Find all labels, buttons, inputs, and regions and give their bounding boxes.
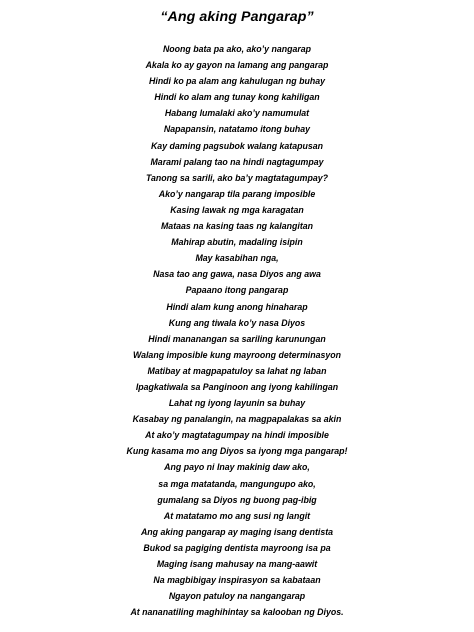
poem-line: Kasabay ng panalangin, na magpapalakas sa akin <box>132 414 342 425</box>
poem-line: Ang aking pangarap ay maging isang dentista <box>140 526 334 537</box>
poem-line: Habang lumalaki ako’y namumulat <box>164 108 310 119</box>
poem-line: Kay daming pagsubok walang katapusan <box>150 140 324 151</box>
poem-line: Hindi ko pa alam ang kahulugan ng buhay <box>149 76 325 87</box>
poem-line: Matibay at magpapatuloy sa lahat ng laban <box>147 365 327 376</box>
poem-line: Kung kasama mo ang Diyos sa iyong mga pangarap! <box>126 446 348 457</box>
poem-line: Napapansin, natatamo itong buhay <box>163 124 311 135</box>
poem-line: Hindi alam kung anong hinaharap <box>166 301 308 312</box>
poem-line: sa mga matatanda, mangungupo ako, <box>158 478 316 489</box>
poem-line: Kung ang tiwala ko’y nasa Diyos <box>168 317 306 328</box>
poem-line: Ako’y nangarap tila parang imposible <box>158 188 316 199</box>
poem-line: Noong bata pa ako, ako’y nangarap <box>162 44 312 54</box>
poem-line: Na magbibigay inspirasyon sa kabataan <box>153 575 321 586</box>
poem-line: At nananatiling maghihintay sa kalooban ng Diyos. <box>130 607 344 618</box>
poem-line: May kasabihan nga, <box>195 253 279 264</box>
poem-line: Ngayon patuloy na nangangarap <box>168 591 306 602</box>
poem-line: Bukod sa pagiging dentista mayroong isa pa <box>143 542 331 553</box>
poem-line: gumalang sa Diyos ng buong pag-ibig <box>157 494 317 505</box>
poem-line: At matatamo mo ang susi ng langit <box>163 510 311 521</box>
poem-line: Kasing lawak ng mga karagatan <box>170 204 304 215</box>
poem-line: Mataas na kasing taas ng kalangitan <box>160 221 314 232</box>
poem-line: Maging isang mahusay na mang-aawit <box>156 559 318 569</box>
poem-line: Akala ko ay gayon na lamang ang pangarap <box>145 60 329 71</box>
poem-line: Mahirap abutin, madaling isipin <box>171 237 303 248</box>
poem-line: Walang imposible kung mayroong determinasyon <box>132 349 342 360</box>
poem-title: “Ang aking Pangarap” <box>160 9 314 25</box>
poem-line: Ang payo ni Inay makinig daw ako, <box>164 462 310 473</box>
poem-line: Ipagkatiwala sa Panginoon ang iyong kahilingan <box>135 381 339 392</box>
poem-line: Nasa tao ang gawa, nasa Diyos ang awa <box>153 269 321 280</box>
poem-line: Marami palang tao na hindi nagtagumpay <box>150 156 324 167</box>
poem-line: At ako’y magtatagumpay na hindi imposible <box>145 430 329 441</box>
poem-line: Papaano itong pangarap <box>185 285 289 296</box>
poem-line: Hindi ko alam ang tunay kong kahiligan <box>154 92 320 103</box>
poem-line: Tanong sa sarili, ako ba’y magtatagumpay? <box>145 172 328 183</box>
poem-line: Hindi mananangan sa sariling karunungan <box>148 333 326 344</box>
poem-line: Lahat ng iyong layunin sa buhay <box>168 398 306 409</box>
poem-body <box>0 41 474 620</box>
